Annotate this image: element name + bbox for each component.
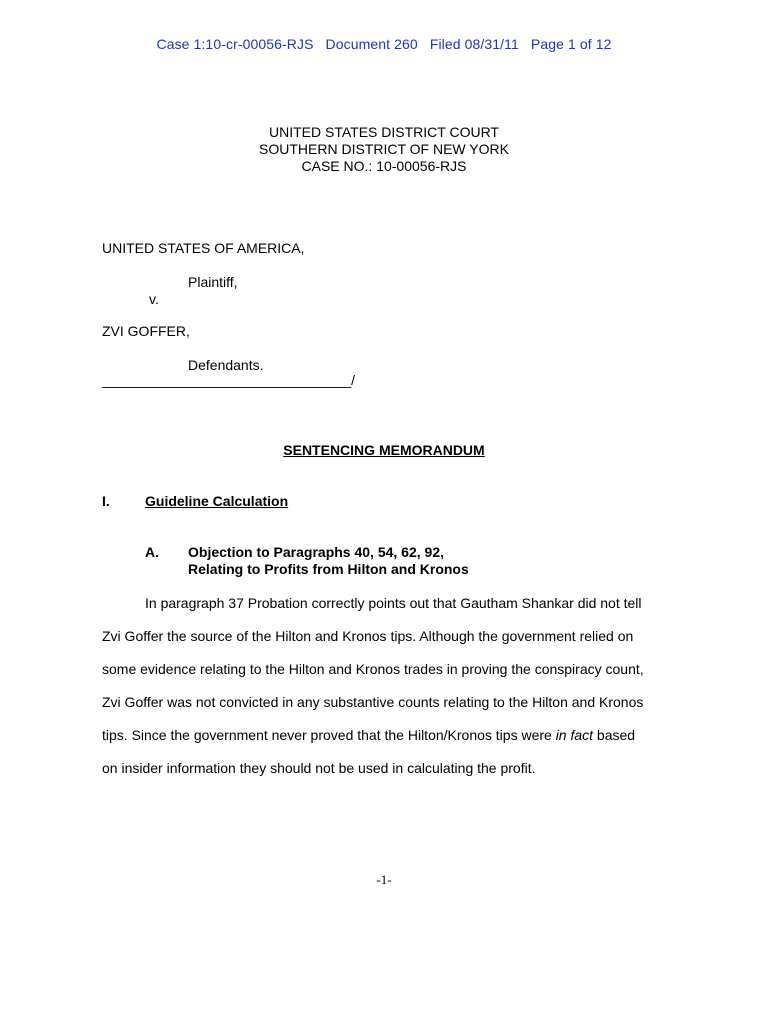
court-name: UNITED STATES DISTRICT COURT [269, 124, 499, 140]
paragraph-line-4: Zvi Goffer was not convicted in any substantive counts relating to the Hilton and Kronos [102, 694, 644, 710]
plaintiff-name: UNITED STATES OF AMERICA, [102, 240, 305, 256]
ecf-header-stamp [0, 36, 768, 52]
paragraph-line-1: In paragraph 37 Probation correctly points out that Gautham Shankar did not tell [145, 595, 642, 611]
versus-label: v. [149, 291, 159, 307]
document-title: SENTENCING MEMORANDUM [283, 442, 485, 458]
defendant-name: ZVI GOFFER, [102, 323, 190, 339]
stamp-document-number: Document 260 [325, 36, 418, 52]
paragraph-line-2: Zvi Goffer the source of the Hilton and Kronos tips. Although the government relied on [102, 628, 634, 644]
court-district: SOUTHERN DISTRICT OF NEW YORK [259, 141, 509, 157]
case-number: CASE NO.: 10-00056-RJS [301, 158, 467, 174]
paragraph-line-5-start: tips. Since the government never proved that the Hilton/Kronos tips were [102, 727, 556, 743]
paragraph-line-5 [102, 727, 635, 743]
subsection-letter: A. [145, 544, 159, 560]
section-heading: Guideline Calculation [145, 493, 289, 509]
caption-rule: ________________________________/ [102, 372, 356, 388]
stamp-filed-date: Filed 08/31/11 [429, 36, 519, 52]
subsection-heading-line2: Relating to Profits from Hilton and Kronos [188, 561, 469, 577]
stamp-case-number: Case 1:10-cr-00056-RJS [156, 36, 314, 52]
page-number: -1- [376, 872, 392, 887]
plaintiff-role: Plaintiff, [188, 274, 238, 290]
stamp-page-count: Page 1 of 12 [530, 36, 612, 52]
paragraph-line-3: some evidence relating to the Hilton and Kronos trades in proving the conspiracy count, [102, 661, 644, 677]
court-header [0, 124, 768, 175]
paragraph-line-5-emphasis: in fact [555, 727, 594, 743]
defendant-role: Defendants. [188, 357, 264, 373]
paragraph-line-5-end: based [593, 727, 636, 743]
section-number: I. [102, 493, 110, 509]
subsection-heading-line1: Objection to Paragraphs 40, 54, 62, 92, [188, 544, 444, 560]
paragraph-line-6: on insider information they should not be used in calculating the profit. [102, 760, 536, 776]
